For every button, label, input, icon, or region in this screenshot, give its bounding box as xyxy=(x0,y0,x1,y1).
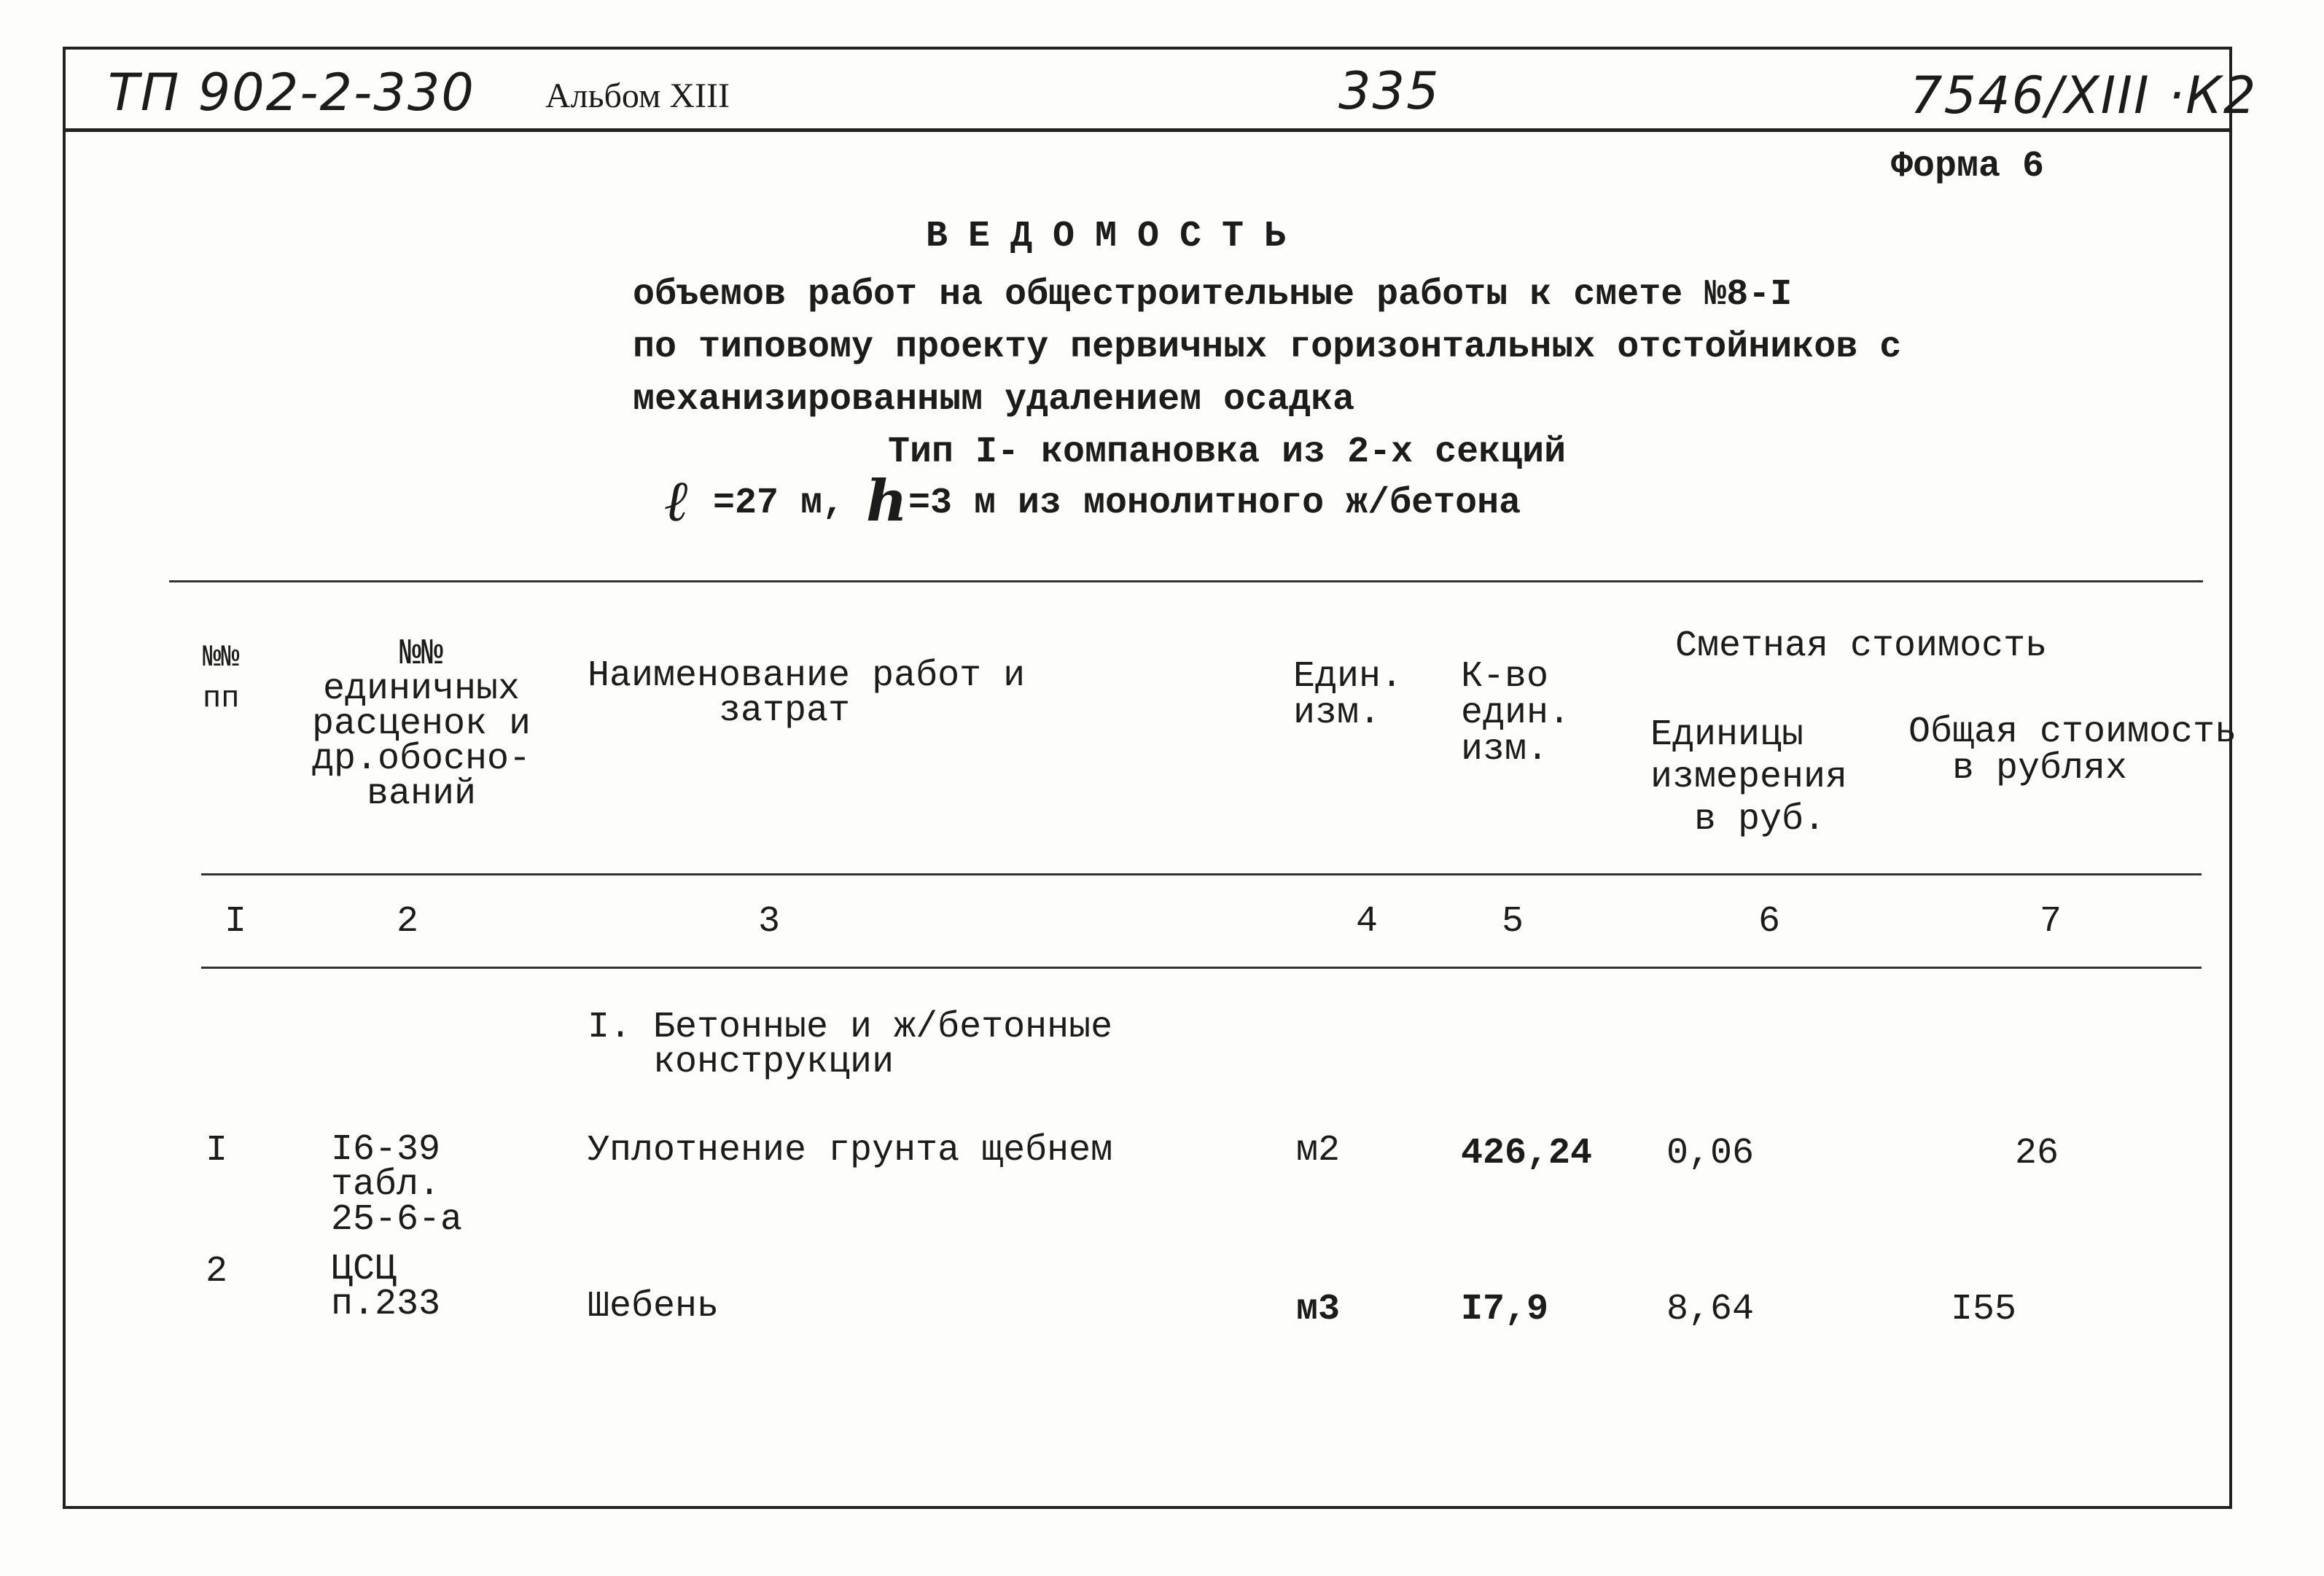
length-value: =27 м, xyxy=(713,483,845,524)
album-label: Альбом XIII xyxy=(545,77,730,115)
subtitle-line-4: Тип I- компановка из 2-х секций xyxy=(888,432,1567,473)
colnum-bottom-rule xyxy=(201,967,2202,969)
header-bottom-rule xyxy=(201,873,2202,875)
row2-total: I55 xyxy=(1951,1289,2017,1330)
subtitle-line-1: объемов работ на общестроительные работы к смете №8-I xyxy=(633,274,1793,316)
header-unit-cost: Единицы измерения в руб. xyxy=(1650,714,1848,840)
colnum-3: 3 xyxy=(758,901,781,943)
row1-unit: м2 xyxy=(1296,1130,1341,1171)
colnum-5: 5 xyxy=(1502,901,1524,943)
header-cost-group: Сметная стоимость xyxy=(1675,625,2048,667)
header-qty: К-во един. изм. xyxy=(1461,656,1571,771)
colnum-6: 6 xyxy=(1758,901,1781,943)
depth-value: =3 м из монолитного ж/бетона xyxy=(908,483,1521,524)
row2-unit-cost: 8,64 xyxy=(1666,1289,1755,1330)
row2-num: 2 xyxy=(206,1251,228,1292)
row1-name: Уплотнение грунта щебнем xyxy=(588,1130,1113,1171)
header-code: №№ единичных расценок и др.обосно- ваний xyxy=(312,633,531,815)
row1-num: I xyxy=(206,1130,228,1171)
row1-qty: 426,24 xyxy=(1461,1133,1593,1174)
table-top-rule xyxy=(169,580,2203,582)
section-heading: I. Бетонные и ж/бетонные конструкции xyxy=(588,1007,1113,1083)
header-num: №№ пп xyxy=(203,640,240,716)
colnum-2: 2 xyxy=(397,901,419,943)
colnum-1: I xyxy=(225,901,247,943)
header-name: Наименование работ и затрат xyxy=(588,655,1026,732)
subtitle-line-2: по типовому проекту первичных горизонтальных отстойников с xyxy=(633,327,1902,368)
row2-qty: I7,9 xyxy=(1461,1289,1549,1330)
page-number: 335 xyxy=(1338,61,1440,121)
row2-name: Шебень xyxy=(588,1286,720,1327)
doc-code: 7546/XIII ·К2 xyxy=(1910,66,2258,125)
header-total-cost: Общая стоимость в рублях xyxy=(1908,711,2237,789)
document-title: ВЕДОМОСТЬ xyxy=(926,216,1307,257)
row1-unit-cost: 0,06 xyxy=(1666,1133,1755,1174)
row1-code: I6-39 табл. 25-6-а xyxy=(331,1129,463,1241)
series-code: ТП 902-2-330 xyxy=(108,63,475,122)
row2-unit: м3 xyxy=(1296,1289,1341,1330)
header-unit: Един. изм. xyxy=(1293,656,1403,734)
colnum-7: 7 xyxy=(2040,901,2062,943)
length-symbol: ℓ xyxy=(665,468,690,534)
form-label: Форма 6 xyxy=(1891,146,2045,187)
depth-symbol: h xyxy=(866,468,908,534)
subtitle-line-3: механизированным удалением осадка xyxy=(633,379,1355,421)
stamp-divider xyxy=(63,128,2232,132)
colnum-4: 4 xyxy=(1356,901,1379,943)
row2-code: ЦСЦ п.233 xyxy=(331,1249,441,1325)
row1-total: 26 xyxy=(2015,1133,2059,1174)
